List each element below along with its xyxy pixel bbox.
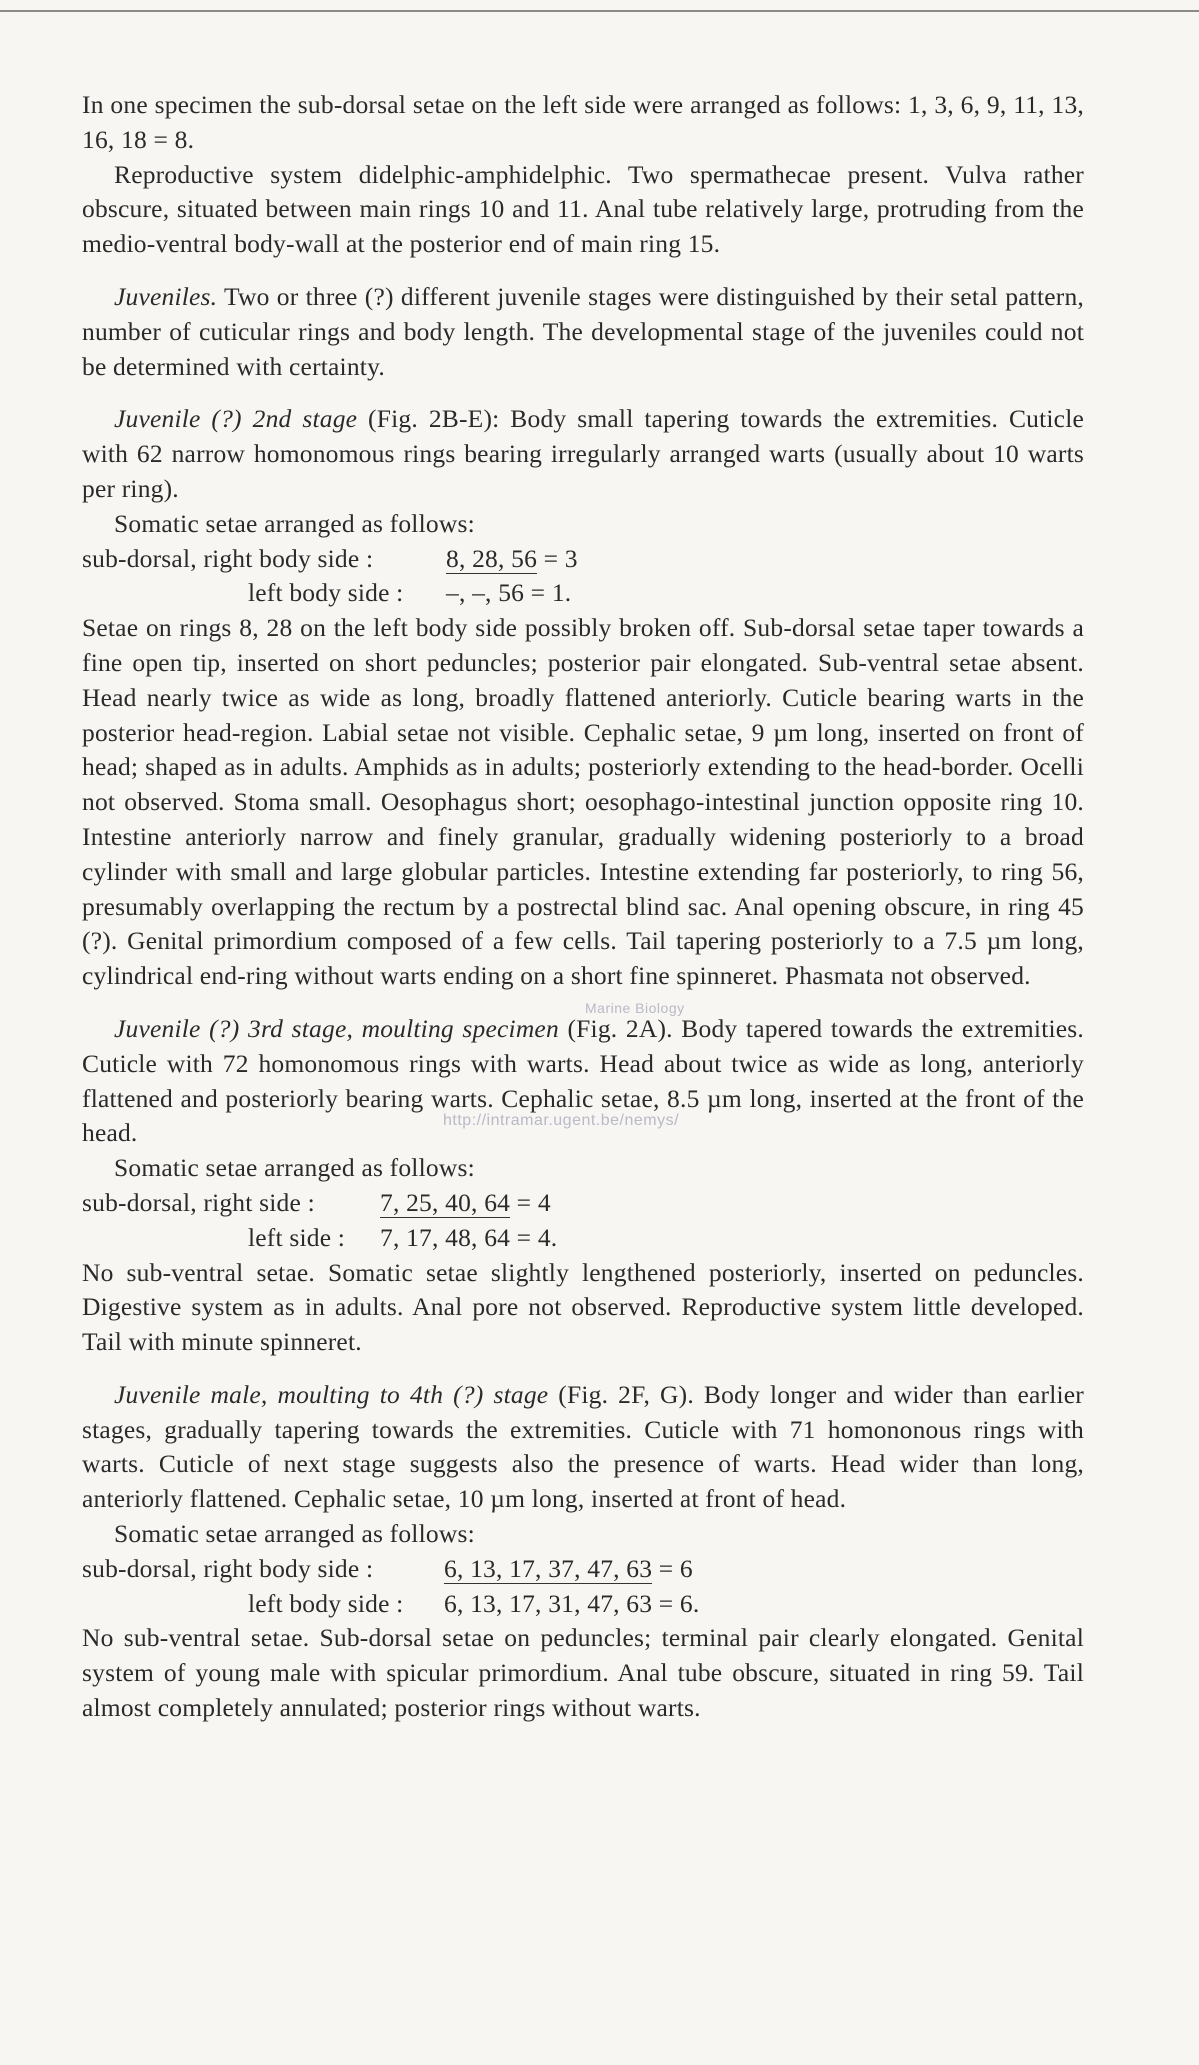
stage4-right-values: 6, 13, 17, 37, 47, 63 xyxy=(444,1553,653,1583)
stage3-left-values: 7, 17, 48, 64 xyxy=(380,1222,511,1252)
juveniles-text: Two or three (?) different juvenile stages were distinguished by their setal pattern, number of cuticular rings and body length. The developmental stage of the juveniles could not be determined with certainty. xyxy=(82,281,1084,381)
page-top-rule xyxy=(0,10,1199,12)
stage3-intro: (Fig. 2A). Body tapered towards the extremities. Cuticle with 72 homonomous rings with warts. Head about twice as wide as long, anteriorly flattened and posteriorly bearing warts. Cephalic setae, 8.5 µm long, inserted at the front of the head. xyxy=(82,1013,1084,1148)
stage3-right-values: 7, 25, 40, 64 xyxy=(380,1187,511,1217)
paragraph-stage3-body: No sub-ventral setae. Somatic setae slightly lengthened posteriorly, inserted on peduncles. Digestive system as in adults. Anal pore not observed. Reproductive system little developed. Tail with minute spinneret. xyxy=(82,1257,1084,1357)
stage2-left-count: = 1. xyxy=(524,578,572,608)
stage4-formula-left xyxy=(82,1587,1084,1622)
stage4-right-label: sub-dorsal, right body side : xyxy=(82,1553,374,1583)
stage3-heading: Juvenile (?) 3rd stage, moulting specimen xyxy=(114,1013,559,1043)
stage4-left-values: 6, 13, 17, 31, 47, 63 xyxy=(444,1588,653,1618)
stage2-intro: (Fig. 2B-E): Body small tapering towards the extremities. Cuticle with 62 narrow homonomous rings bearing irregularly arranged warts (usually about 10 warts per ring). xyxy=(82,404,1084,503)
stage3-setae-intro: Somatic setae arranged as follows: xyxy=(114,1153,475,1183)
paragraph-stage3-intro xyxy=(82,1012,1084,1151)
stage2-heading: Juvenile (?) 2nd stage xyxy=(114,404,358,434)
stage2-right-count: = 3 xyxy=(537,543,578,573)
stage4-left-label: left body side : xyxy=(248,1588,404,1618)
stage2-right-values: 8, 28, 56 xyxy=(446,543,538,573)
paragraph-stage4-body: No sub-ventral setae. Sub-dorsal setae on peduncles; terminal pair clearly elongated. Genital system of young male with spicular primordium. Anal tube obscure, situated in ring 59. Tail almost completely annulated; posterior rings without warts. xyxy=(82,1623,1084,1723)
watermark-url: http://intramar.ugent.be/nemys/ xyxy=(443,1112,680,1129)
stage4-right-count: = 6 xyxy=(652,1553,693,1583)
stage4-left-count: = 6. xyxy=(652,1588,700,1618)
stage4-heading: Juvenile male, moulting to 4th (?) stage xyxy=(114,1379,549,1409)
stage3-right-count: = 4 xyxy=(510,1187,551,1217)
paragraph-stage2-intro xyxy=(82,402,1084,506)
stage2-setae-intro: Somatic setae arranged as follows: xyxy=(114,508,475,538)
paragraph-stage4-intro xyxy=(82,1378,1084,1517)
stage2-formula-right xyxy=(82,542,1084,577)
stage3-formula-left xyxy=(82,1221,1084,1256)
stage3-left-count: = 4. xyxy=(510,1222,558,1252)
paragraph-stage2-body: Setae on rings 8, 28 on the left body side possibly broken off. Sub-dorsal setae taper towards a fine open tip, inserted on short peduncles; posterior pair elongated. Sub-ventral setae absent. Head nearly twice as wide as long, broadly flattened anteriorly. Cuticle bearing warts in the posterior head-region. Labial setae not visible. Cephalic setae, 9 µm long, inserted on front of head; shaped as in adults. Amphids as in adults; posteriorly extending to the head-border. Ocelli not observed. Stoma small. Oesophagus short; oesophago-intestinal junction opposite ring 10. Intestine anteriorly narrow and finely granular, gradually widening posteriorly to a broad cylinder with small and large globular particles. Intestine extending far posteriorly, to ring 56, presumably overlapping the rectum by a postrectal blind sac. Anal opening obscure, in ring 45 (?). Genital primordium composed of a few cells. Tail tapering posteriorly to a 7.5 µm long, cylindrical end-ring without warts ending on a short fine spinneret. Phasmata not observed. xyxy=(82,613,1084,991)
paragraph-setae-arrangement: In one specimen the sub-dorsal setae on the left side were arranged as follows: 1, 3, 6, 9, 11, 13, 16, 18 = 8. xyxy=(82,90,1084,154)
stage2-formula-left xyxy=(82,576,1084,611)
juveniles-heading: Juveniles. xyxy=(114,281,218,311)
stage4-formula-right xyxy=(82,1552,1084,1587)
document-page xyxy=(82,88,1084,1726)
stage4-setae-intro: Somatic setae arranged as follows: xyxy=(114,1519,475,1549)
watermark-logo-text: Marine Biology xyxy=(585,1000,685,1016)
paragraph-juveniles xyxy=(82,280,1084,384)
stage2-right-label: sub-dorsal, right body side : xyxy=(82,543,374,573)
stage2-left-label: left body side : xyxy=(248,578,404,608)
stage4-intro: (Fig. 2F, G). Body longer and wider than earlier stages, gradually tapering towards the extremities. Cuticle with 71 homononous rings with warts. Cuticle of next stage suggests also the presence of warts. Head wider than long, anteriorly flattened. Cephalic setae, 10 µm long, inserted at front of head. xyxy=(82,1379,1084,1514)
stage3-left-label: left side : xyxy=(248,1222,346,1252)
stage2-left-values: –, –, 56 xyxy=(446,578,525,608)
paragraph-reproductive-system: Reproductive system didelphic-amphidelphic. Two spermathecae present. Vulva rather obscure, situated between main rings 10 and 11. Anal tube relatively large, protruding from the medio-ventral body-wall at the posterior end of main ring 15. xyxy=(82,159,1084,259)
stage3-right-label: sub-dorsal, right side : xyxy=(82,1187,315,1217)
stage3-formula-right xyxy=(82,1186,1084,1221)
